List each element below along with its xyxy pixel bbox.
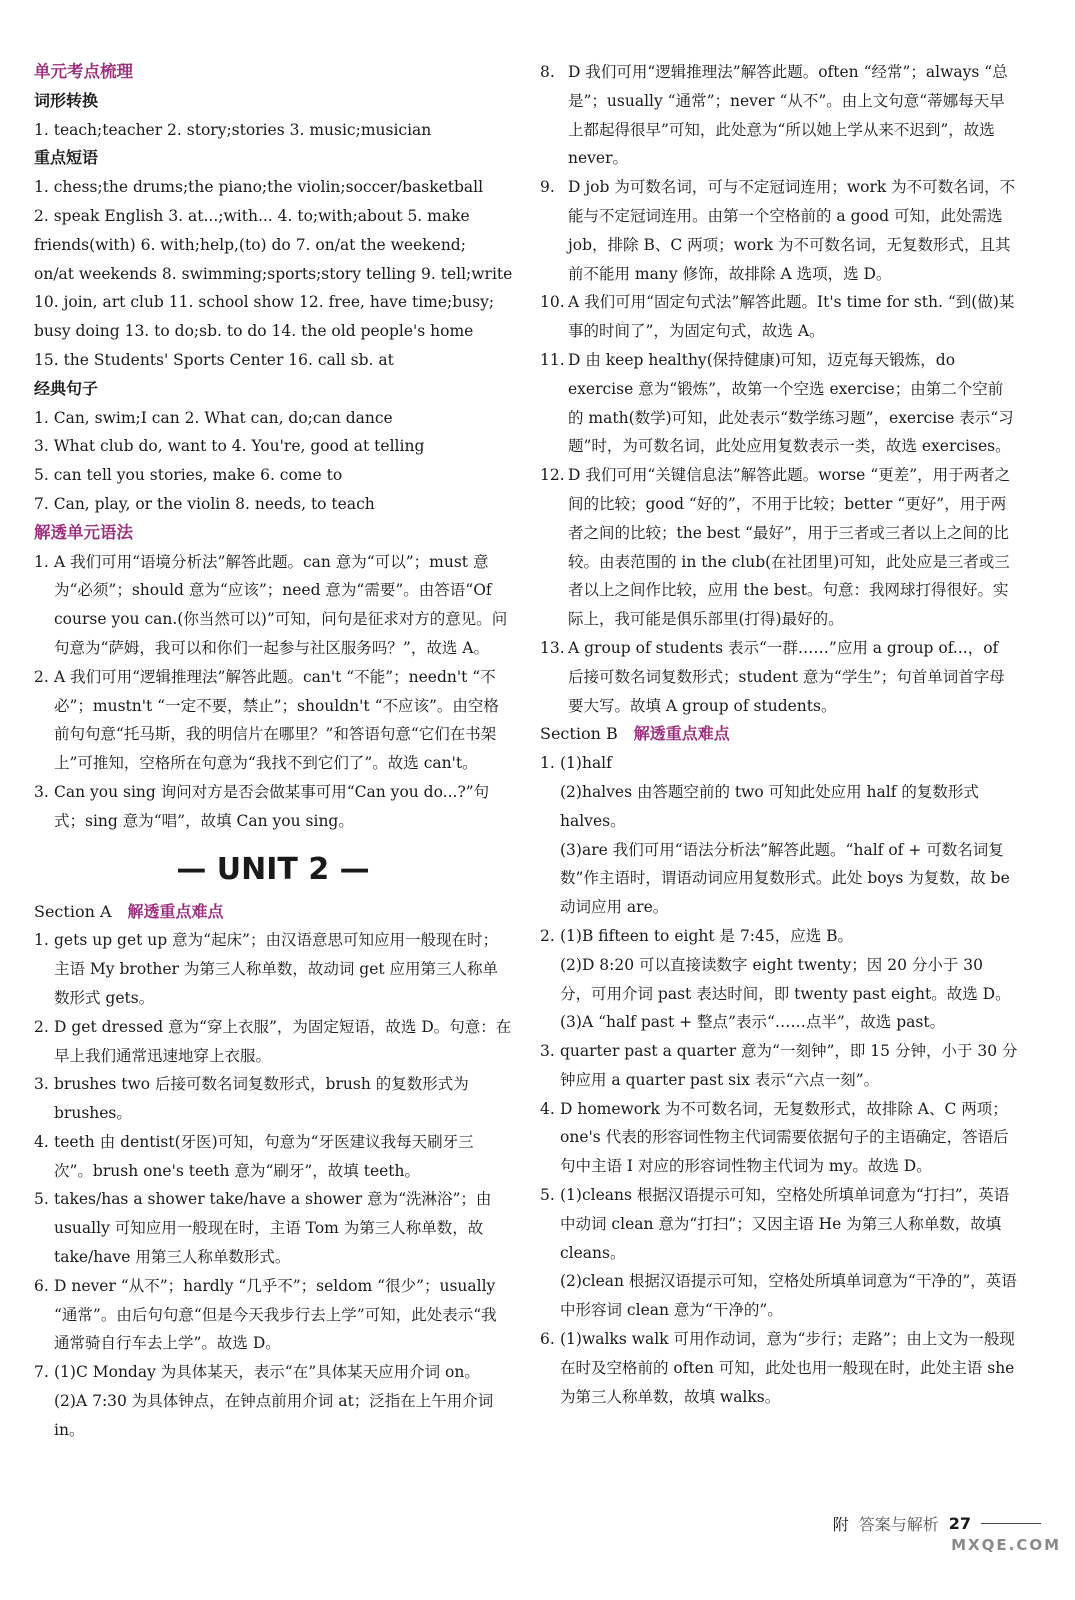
item-text: (2)clean 根据汉语提示可知，空格处所填单词意为“干净的”，英语中形容词 clean 意为“干净的”。: [560, 1272, 1017, 1320]
item-text: A 我们可用“语境分析法”解答此题。can 意为“可以”；must 意为“必须”；should 意为“应该”；need 意为“需要”。由答语“Of course you can.(你当然可以)”可知，问句是征求对方的意见。问句意为“萨姆，我可以和你们一起参与社区服务吗？”，故选 A。: [54, 552, 508, 657]
section-b-title: 解透重点难点: [633, 724, 730, 744]
item-number: 9.: [540, 178, 555, 197]
section-a-heading: [34, 898, 512, 927]
item-number: 3.: [34, 1075, 49, 1094]
item-number: 7.: [34, 1363, 49, 1382]
answer-item: [540, 173, 1018, 288]
grammar-item: [34, 548, 512, 663]
watermark: MXQE.COM: [951, 1536, 1061, 1554]
key-phrases-heading: 重点短语: [34, 148, 99, 168]
item-indent: [540, 951, 560, 1009]
section-b-item: [540, 1181, 1018, 1267]
item-number: 2.: [540, 926, 555, 945]
key-phrase-line: busy doing 13. to do;sb. to do 14. the old people's home: [34, 322, 474, 341]
item-number: 6.: [540, 1330, 555, 1349]
item-number: 10.: [540, 293, 565, 312]
item-number: 6.: [34, 1276, 49, 1295]
section-a-title: 解透重点难点: [127, 901, 224, 921]
item-text: gets up get up 意为“起床”；由汉语意思可知应用一般现在时；主语 My brother 为第三人称单数，故动词 get 应用第三人称单数形式 gets。: [54, 931, 499, 1007]
item-number: 5.: [540, 1186, 555, 1205]
classic-sentence-line: 1. Can, swim;I can 2. What can, do;can dance: [34, 408, 393, 427]
item-text: (1)walks walk 可用作动词，意为“步行；走路”；由上文为一般现在时及空格前的 often 可知，此处也用一般现在时，此处主语 she 为第三人称单数，故填 walks。: [560, 1330, 1015, 1406]
section-b-item-sub: [540, 778, 1018, 836]
classic-sentences-heading: 经典句子: [34, 378, 99, 398]
item-text: (2)D 8:20 可以直接读数字 eight twenty；因 20 分小于 30 分，可用介词 past 表达时间，即 twenty past eight。故选 D。: [560, 955, 1011, 1003]
answer-item: [540, 634, 1018, 720]
item-text: takes/has a shower take/have a shower 意为“洗淋浴”；由 usually 可知应用一般现在时，主语 Tom 为第三人称单数，故 take/have 用第三人称单数形式。: [54, 1190, 492, 1267]
item-text: A 我们可用“逻辑推理法”解答此题。can't “不能”；needn't “不必”；mustn't “一定不要，禁止”；shouldn't “不应该”。由空格前句句意“托马斯，我的明信片在哪里？”和答语句意“它们在书架上”可推知，空格所在句意为“我找不到它们了”。故选 can't。: [54, 667, 499, 773]
item-text: (3)A “half past + 整点”表示“……点半”，故选 past。: [560, 1013, 946, 1032]
section-a-item: [34, 1272, 512, 1358]
word-forms-line: 1. teach;teacher 2. story;stories 3. music;musician: [34, 120, 432, 139]
classic-sentence-line: 7. Can, play, or the violin 8. needs, to teach: [34, 494, 375, 513]
item-number: 1.: [540, 754, 555, 773]
answer-item: [540, 58, 1018, 173]
page-footer: [833, 1512, 1041, 1535]
section-a-item-sub: [34, 1387, 512, 1445]
grammar-heading: 解透单元语法: [34, 522, 133, 542]
unit-title: — UNIT 2 —: [176, 851, 370, 887]
item-number: 3.: [540, 1042, 555, 1061]
key-phrase-line: friends(with) 6. with;help,(to) do 7. on/at the weekend;: [34, 235, 466, 254]
item-text: brushes two 后接可数名词复数形式，brush 的复数形式为 brushes。: [54, 1075, 469, 1123]
section-b-item-sub: [540, 836, 1018, 922]
answer-item: [540, 346, 1018, 461]
classic-sentence-line: 3. What club do, want to 4. You're, good at telling: [34, 437, 425, 456]
grammar-item: [34, 778, 512, 836]
section-b-item-sub: [540, 951, 1018, 1009]
section-b-item: [540, 749, 1018, 778]
item-text: (1)B fifteen to eight 是 7:45，应选 B。: [560, 926, 854, 945]
key-phrase-line: on/at weekends 8. swimming;sports;story telling 9. tell;write: [34, 264, 512, 283]
item-text: D 我们可用“逻辑推理法”解答此题。often “经常”；always “总是”；usually “通常”；never “从不”。由上文句意“蒂娜每天早上都起得很早”可知，此处意为“所以她上学从来不迟到”，故选 never。: [568, 63, 1008, 168]
item-indent: [540, 778, 560, 836]
item-text: (2)A 7:30 为具体钟点，在钟点前用介词 at；泛指在上午用介词 in。: [54, 1392, 494, 1439]
item-number: 1.: [34, 931, 49, 950]
section-b-item: [540, 922, 1018, 951]
item-text: D 由 keep healthy(保持健康)可知，迈克每天锻炼，do exercise 意为“锻炼”，故第一个空选 exercise；由第二个空前的 math(数学)可知，此处表示“数学练习题”，exercise 表示“习题”时，为可数名词，此处应用复数表示一类，故选 exercises。: [568, 350, 1014, 456]
section-b-item: [540, 1037, 1018, 1095]
item-text: quarter past a quarter 意为“一刻钟”，即 15 分钟，小于 30 分钟应用 a quarter past six 表示“六点一刻”。: [560, 1042, 1018, 1089]
answer-label: 答案与解析: [858, 1515, 939, 1534]
item-number: 1.: [34, 552, 49, 571]
item-text: teeth 由 dentist(牙医)可知，句意为“牙医建议我每天刷牙三次”。brush one's teeth 意为“刷牙”，故填 teeth。: [54, 1132, 474, 1180]
item-number: 13.: [540, 638, 565, 657]
appendix-label: 附: [832, 1515, 849, 1534]
item-indent: [34, 1387, 54, 1445]
unit-review-heading: 单元考点梳理: [34, 62, 133, 81]
item-number: 4.: [34, 1132, 49, 1151]
section-a-item: [34, 1185, 512, 1271]
key-phrase-line: 15. the Students' Sports Center 16. call sb. at: [34, 350, 394, 369]
item-text: D never “从不”；hardly “几乎不”；seldom “很少”；usually “通常”。由后句句意“但是今天我步行去上学”可知，此处表示“我通常骑自行车去上学”。故选 D。: [54, 1276, 497, 1353]
item-indent: [540, 1267, 560, 1325]
section-a-item: [34, 1070, 512, 1128]
section-b-item-sub: [540, 1267, 1018, 1325]
item-number: 5.: [34, 1190, 49, 1209]
section-a-item: [34, 1013, 512, 1071]
key-phrase-line: 10. join, art club 11. school show 12. free, have time;busy;: [34, 293, 495, 312]
answer-item: [540, 288, 1018, 346]
item-number: 8.: [540, 63, 555, 81]
item-text: D get dressed 意为“穿上衣服”，为固定短语，故选 D。句意：在早上我们通常迅速地穿上衣服。: [54, 1017, 512, 1065]
item-text: D job 为可数名词，可与不定冠词连用；work 为不可数名词，不能与不定冠词连用。由第一个空格前的 a good 可知，此处需选 job，排除 B、C 两项；work 为不可数名词，无复数形式，且其前不能用 many 修饰，故排除 A 选项，选 D。: [568, 178, 1016, 283]
key-phrase-line: 2. speak English 3. at...;with... 4. to;with;about 5. make: [34, 206, 470, 225]
section-a-item: [34, 1358, 512, 1387]
item-text: A 我们可用“固定句式法”解答此题。It's time for sth. “到(做)某事的时间了”，为固定句式，故选 A。: [568, 293, 1015, 341]
item-text: Can you sing 询问对方是否会做某事可用“Can you do...?”句式；sing 意为“唱”，故填 Can you sing。: [54, 782, 490, 830]
item-text: (3)are 我们可用“语法分析法”解答此题。“half of + 可数名词复数”作主语时，谓语动词应用复数形式。此处 boys 为复数，故 be 动词应用 are。: [560, 840, 1010, 917]
item-indent: [540, 1008, 560, 1037]
section-a-name: Section A: [34, 901, 112, 921]
item-number: 2.: [34, 1017, 49, 1036]
item-text: (1)half: [560, 754, 612, 773]
item-number: 2.: [34, 667, 49, 686]
left-column: [34, 58, 512, 1445]
word-forms-heading: 词形转换: [34, 90, 99, 110]
item-text: (1)cleans 根据汉语提示可知，空格处所填单词意为“打扫”，英语中动词 clean 意为“打扫”；又因主语 He 为第三人称单数，故填 cleans。: [560, 1186, 1010, 1262]
page-number: 27: [948, 1514, 971, 1533]
item-text: A group of students 表示“一群……”应用 a group of...，of 后接可数名词复数形式；student 意为“学生”；句首单词首字母要大写。故填 A group of students。: [568, 638, 1005, 715]
section-b-item: [540, 1095, 1018, 1181]
section-b-item: [540, 1325, 1018, 1411]
item-number: 12.: [540, 466, 565, 485]
item-text: (2)halves 由答题空前的 two 可知此处应用 half 的复数形式 halves。: [560, 782, 979, 830]
item-number: 3.: [34, 782, 49, 801]
key-phrase-line: 1. chess;the drums;the piano;the violin;soccer/basketball: [34, 178, 484, 197]
item-number: 11.: [540, 350, 565, 369]
item-indent: [540, 836, 560, 922]
item-number: 4.: [540, 1099, 555, 1118]
right-column: [540, 58, 1018, 1411]
section-b-name: Section B: [540, 724, 618, 744]
section-b-item-sub: [540, 1008, 1018, 1037]
grammar-item: [34, 663, 512, 778]
section-b-heading: [540, 720, 1018, 749]
item-text: D 我们可用“关键信息法”解答此题。worse “更差”，用于两者之间的比较；good “好的”，不用于比较；better “更好”，用于两者之间的比较；the best “最好”，用于三者或三者以上之间的比较。由表范围的 in the club(在社团里)可知，此处应是三者或三者以上之间作比较，应用 the best。句意：我网球打得很好。实际上，我可能是俱乐部里(打得)最好的。: [568, 466, 1011, 629]
section-a-item: [34, 926, 512, 1012]
section-a-item: [34, 1128, 512, 1186]
item-text: (1)C Monday 为具体某天，表示“在”具体某天应用介词 on。: [54, 1363, 480, 1382]
answer-item: [540, 461, 1018, 634]
item-text: D homework 为不可数名词，无复数形式，故排除 A、C 两项；one's 代表的形容词性物主代词需要依据句子的主语确定，答语后句中主语 I 对应的形容词性物主代词为 my。故选 D。: [560, 1099, 1009, 1176]
footer-rule: [981, 1523, 1041, 1524]
classic-sentence-line: 5. can tell you stories, make 6. come to: [34, 466, 343, 485]
